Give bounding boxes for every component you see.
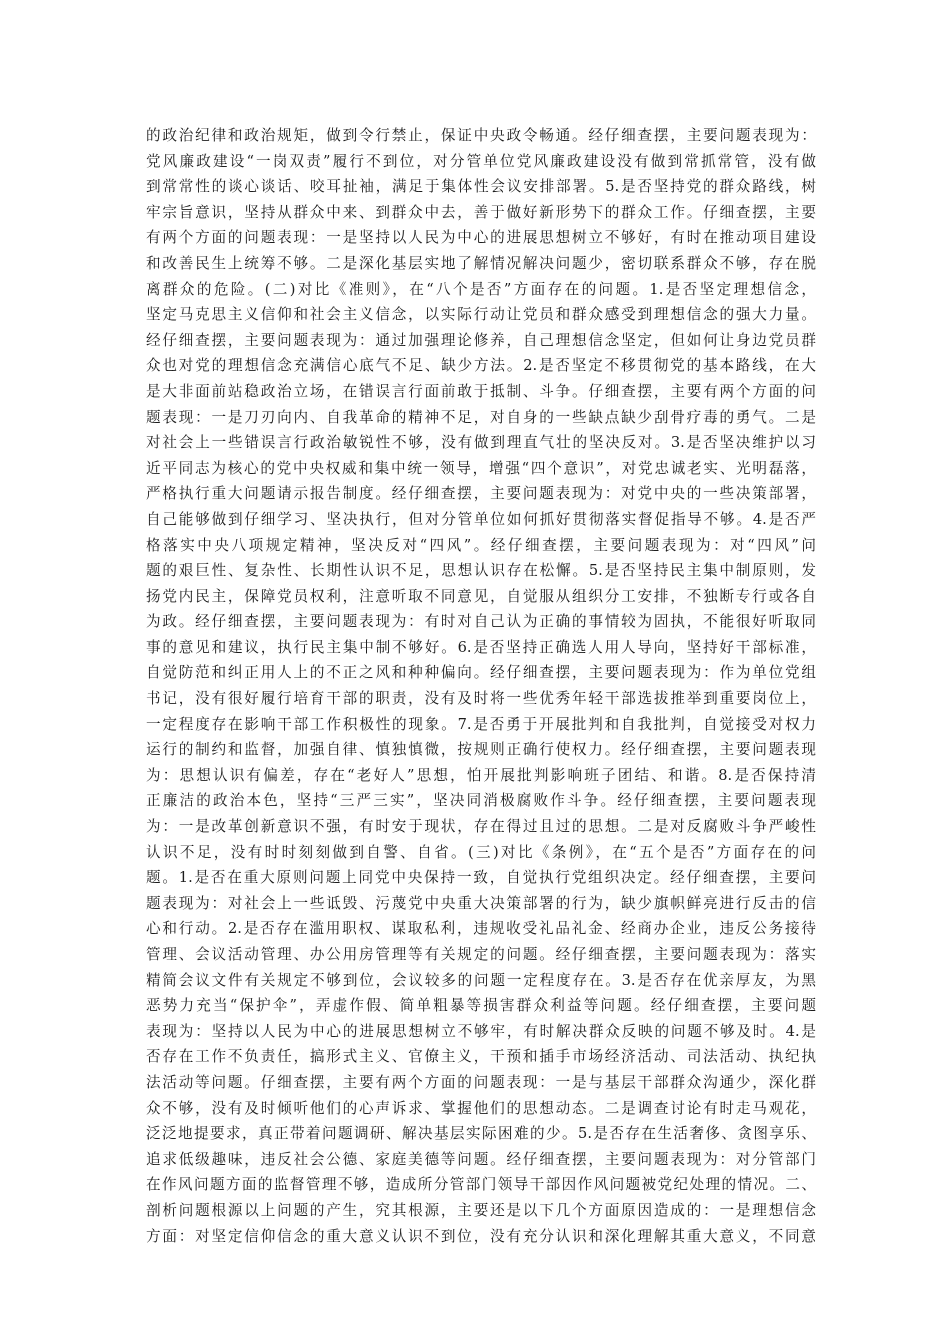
text-line: 管理、会议活动管理、办公用房管理等有关规定的问题。经仔细查摆，主要问题表现为：落实 xyxy=(146,946,816,963)
text-line: 离群众的危险。(二)对比《准则》，在“八个是否”方面存在的问题。1.是否坚定理想信念， xyxy=(146,280,816,298)
text-line: 正廉洁的政治本色，坚持“三严三实”，坚决同消极腐败作斗争。经仔细查摆，主要问题表现 xyxy=(146,792,816,810)
text-line: 否存在工作不负责任，搞形式主义、官僚主义，干预和插手市场经济活动、司法活动、执纪执 xyxy=(146,1048,816,1066)
text-line: 方面：对坚定信仰信念的重大意义认识不到位，没有充分认识和深化理解其重大意义，不同意 xyxy=(146,1227,816,1245)
text-line: 格落实中央八项规定精神，坚决反对“四风”。经仔细查摆，主要问题表现为：对“四风”问 xyxy=(146,536,816,554)
text-line: 自己能够做到仔细学习、坚决执行，但对分管单位如何抓好贯彻落实督促指导不够。4.是否严 xyxy=(146,510,816,528)
text-line: 题表现为：对社会上一些诋毁、污蔑党中央重大决策部署的行为，缺少旗帜鲜亮进行反击的信 xyxy=(146,894,816,912)
text-line: 为政。经仔细查摆，主要问题表现为：有时对自己认为正确的事情较为固执，不能很好听取同 xyxy=(146,613,816,631)
text-line: 在作风问题方面的监督管理不够，造成所分管部门领导干部因作风问题被党纪处理的情况。二、 xyxy=(146,1176,816,1194)
text-line: 法活动等问题。仔细查摆，主要有两个方面的问题表现：一是与基层干部群众沟通少，深化群 xyxy=(146,1073,816,1091)
text-line: 为：一是改革创新意识不强，有时安于现状，存在得过且过的思想。二是对反腐败斗争严峻性 xyxy=(146,818,816,836)
text-line: 到常常性的谈心谈话、咬耳扯袖，满足于集体性会议安排部署。5.是否坚持党的群众路线，树 xyxy=(146,178,816,196)
text-line: 扬党内民主，保障党员权利，注意听取不同意见，自觉服从组织分工安排，不独断专行或各自 xyxy=(146,587,816,605)
text-line: 运行的制约和监督，加强自律、慎独慎微，按规则正确行使权力。经仔细查摆，主要问题表现 xyxy=(146,741,816,759)
text-line: 追求低级趣味，违反社会公德、家庭美德等问题。经仔细查摆，主要问题表现为：对分管部门 xyxy=(146,1150,816,1168)
text-line: 是大非面前站稳政治立场，在错误言行面前敢于抵制、斗争。仔细查摆，主要有两个方面的问 xyxy=(146,382,816,400)
text-line: 和改善民生上统筹不够。二是深化基层实地了解情况解决问题少，密切联系群众不够，存在脱 xyxy=(146,254,816,272)
text-line: 题的艰巨性、复杂性、长期性认识不足，思想认识存在松懈。5.是否坚持民主集中制原则，发 xyxy=(146,562,816,580)
text-line: 党风廉政建设“一岗双责”履行不到位，对分管单位党风廉政建设没有做到常抓常管，没有做 xyxy=(146,152,816,170)
text-line: 心和行动。2.是否存在滥用职权、谋取私利，违规收受礼品礼金、经商办企业，违反公务接待 xyxy=(146,920,816,938)
text-line: 坚定马克思主义信仰和社会主义信念，以实际行动让党员和群众感受到理想信念的强大力量。 xyxy=(146,306,816,324)
text-line: 事的意见和建议，执行民主集中制不够好。6.是否坚持正确选人用人导向，坚持好干部标准， xyxy=(146,638,816,656)
text-line: 众也对党的理想信念充满信心底气不足、缺少方法。2.是否坚定不移贯彻党的基本路线，在大 xyxy=(146,357,816,375)
text-line: 一定程度存在影响干部工作积极性的现象。7.是否勇于开展批判和自我批判，自觉接受对权力 xyxy=(146,715,816,733)
text-line: 题。1.是否在重大原则问题上同党中央保持一致，自觉执行党组织决定。经仔细查摆，主要问 xyxy=(146,869,816,887)
text-line: 有两个方面的问题表现：一是坚持以人民为中心的进展思想树立不够好，有时在推动项目建设 xyxy=(146,229,816,247)
text-line: 精简会议文件有关规定不够到位，会议较多的问题一定程度存在。3.是否存在优亲厚友，为黑 xyxy=(146,971,816,989)
text-line: 自觉防范和纠正用人上的不正之风和种种偏向。经仔细查摆，主要问题表现为：作为单位党组 xyxy=(146,664,816,682)
text-line: 对社会上一些错误言行政治敏锐性不够，没有做到理直气壮的坚决反对。3.是否坚决维护以习 xyxy=(146,434,816,452)
body-text xyxy=(146,123,816,1249)
text-line: 严格执行重大问题请示报告制度。经仔细查摆，主要问题表现为：对党中央的一些决策部署， xyxy=(146,485,816,503)
text-line: 认识不足，没有时时刻刻做到自警、自省。(三)对比《条例》，在“五个是否”方面存在的问 xyxy=(146,843,816,861)
text-line: 书记，没有很好履行培育干部的职责，没有及时将一些优秀年轻干部选拔推举到重要岗位上， xyxy=(146,690,816,708)
text-line: 恶势力充当“保护伞”，弄虚作假、简单粗暴等损害群众利益等问题。经仔细查摆，主要问题 xyxy=(146,997,816,1015)
text-line: 经仔细查摆，主要问题表现为：通过加强理论修养，自己理想信念坚定，但如何让身边党员群 xyxy=(146,331,816,349)
text-line: 泛泛地提要求，真正带着问题调研、解决基层实际困难的少。5.是否存在生活奢侈、贪图享乐、 xyxy=(146,1125,816,1143)
text-line: 近平同志为核心的党中央权威和集中统一领导，增强“四个意识”，对党忠诚老实、光明磊落， xyxy=(146,459,816,477)
text-line: 为：思想认识有偏差，存在“老好人”思想，怕开展批判影响班子团结、和谐。8.是否保持清 xyxy=(146,766,816,784)
text-line: 众不够，没有及时倾听他们的心声诉求、掌握他们的思想动态。二是调查讨论有时走马观花， xyxy=(146,1099,816,1117)
text-line: 题表现：一是刀刃向内、自我革命的精神不足，对自身的一些缺点缺少刮骨疗毒的勇气。二是 xyxy=(146,408,816,426)
text-line: 牢宗旨意识，坚持从群众中来、到群众中去，善于做好新形势下的群众工作。仔细查摆，主要 xyxy=(146,203,816,221)
text-line: 表现为：坚持以人民为中心的进展思想树立不够牢，有时解决群众反映的问题不够及时。4.是 xyxy=(146,1022,816,1040)
text-line: 的政治纪律和政治规矩，做到令行禁止，保证中央政令畅通。经仔细查摆，主要问题表现为： xyxy=(146,127,816,144)
text-line: 剖析问题根源以上问题的产生，究其根源，主要还是以下几个方面原因造成的：一是理想信念 xyxy=(146,1201,816,1219)
